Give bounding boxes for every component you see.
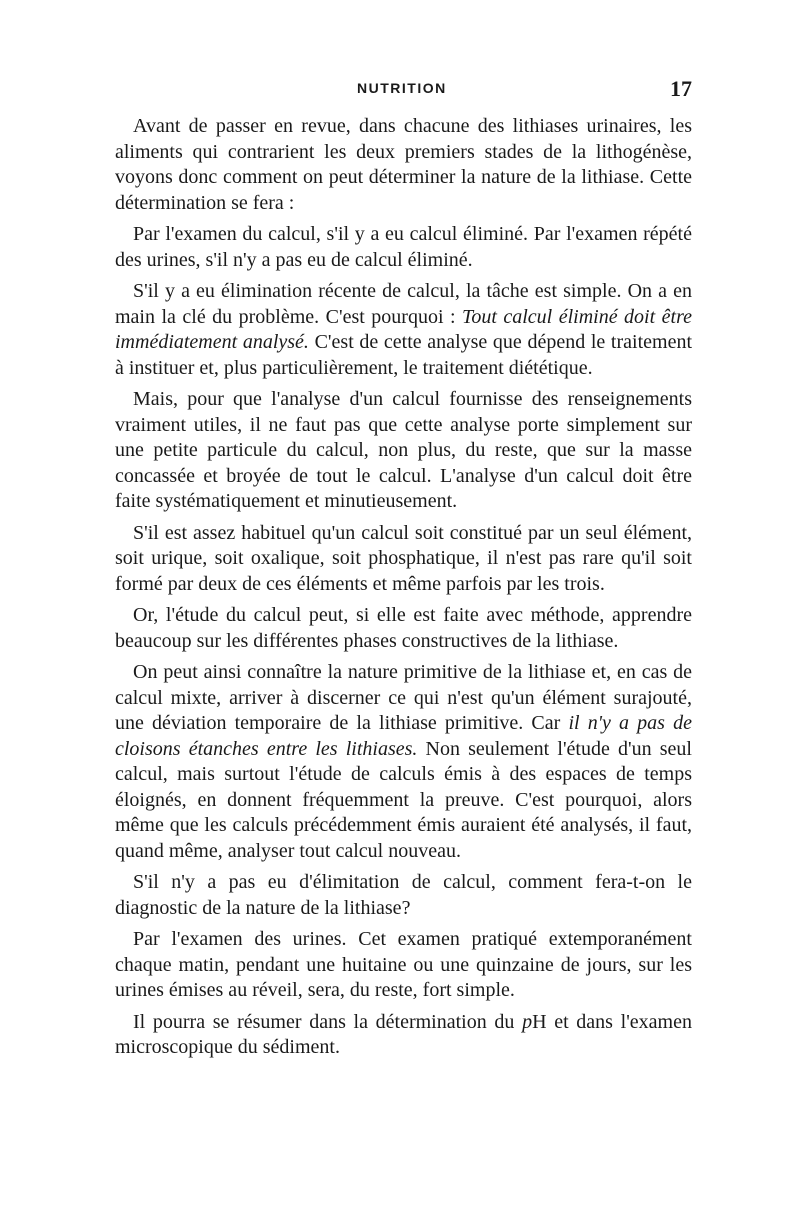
body-text	[115, 114, 692, 1067]
paragraph-ph	[115, 1010, 692, 1061]
page-number: 17	[670, 76, 692, 101]
running-head: NUTRITION	[357, 80, 447, 96]
paragraph-elimination-emphasis: Tout calcul éliminé doit être immédiatement analysé.	[115, 305, 692, 353]
paragraph-nature-emphasis: il n'y a pas de cloisons étanches entre les lithiases.	[115, 712, 692, 760]
paragraph-diagnostic: S'il n'y a pas eu d'élimitation de calcul, comment fera-t-on le diagnostic de la nature de la lithiase?	[115, 871, 692, 919]
paragraph-ph-text-a: Il pourra se résumer dans la détermination du	[133, 1010, 523, 1033]
paragraph-elimination	[115, 279, 692, 381]
paragraph-urines: Par l'examen des urines. Cet examen pratiqué extemporanément chaque matin, pendant une huitaine ou une quinzaine de jours, sur les urines émises au réveil, sera, du reste, fort simple.	[115, 928, 692, 1001]
paragraph-elimination-text-a: S'il y a eu élimination récente de calcul, la tâche est simple. On a en main la clé du problème. C'est pourquoi :	[115, 280, 692, 328]
paragraph-elimination-text-c: C'est de cette analyse que dépend le traitement à instituer et, plus particulièrement, le traitement diététique.	[115, 331, 693, 379]
paragraph-nature-text-c: Non seulement l'étude d'un seul calcul, mais surtout l'étude de calculs émis à des espaces de temps éloignés, en donnent fréquemment la preuve. C'est pourquoi, alors même que les calculs précédemment émis auraient été analysés, il faut, quand même, analyser tout calcul nouveau.	[115, 737, 692, 862]
page-header	[115, 76, 692, 102]
paragraph-analyse: Mais, pour que l'analyse d'un calcul fournisse des renseignements vraiment utiles, il ne faut pas que cette analyse porte simplement sur une petite particule du calcul, non plus, du reste, que sur la masse concassée et broyée de tout le calcul. L'analyse d'un calcul doit être faite systématiquement et minutieusement.	[115, 388, 692, 512]
paragraph-elements: S'il est assez habituel qu'un calcul soit constitué par un seul élément, soit urique, soit oxalique, soit phosphatique, il n'est pas rare qu'il soit formé par deux de ces éléments et même parfois par les trois.	[115, 521, 692, 595]
paragraph-examen: Par l'examen du calcul, s'il y a eu calcul éliminé. Par l'examen répété des urines, s'il n'y a pas eu de calcul éliminé.	[115, 223, 692, 271]
paragraph-etude: Or, l'étude du calcul peut, si elle est faite avec méthode, apprendre beaucoup sur les différentes phases constructives de la lithiase.	[115, 604, 692, 652]
paragraph-ph-p: p	[522, 1010, 533, 1033]
paragraph-ph-text-c: H et dans l'examen microscopique du sédiment.	[115, 1010, 692, 1058]
paragraph-nature-text-a: On peut ainsi connaître la nature primitive de la lithiase et, en cas de calcul mixte, arriver à discerner ce qui n'est qu'un élément surajouté, une déviation temporaire de la lithiase primitive. Car	[115, 661, 692, 734]
paragraph-nature-primitive	[115, 660, 692, 864]
paragraph-intro: Avant de passer en revue, dans chacune des lithiases urinaires, les aliments qui contrarient les deux premiers stades de la lithogénèse, voyons donc comment on peut déterminer la nature de la lithiase. Cette détermination se fera :	[115, 115, 692, 214]
